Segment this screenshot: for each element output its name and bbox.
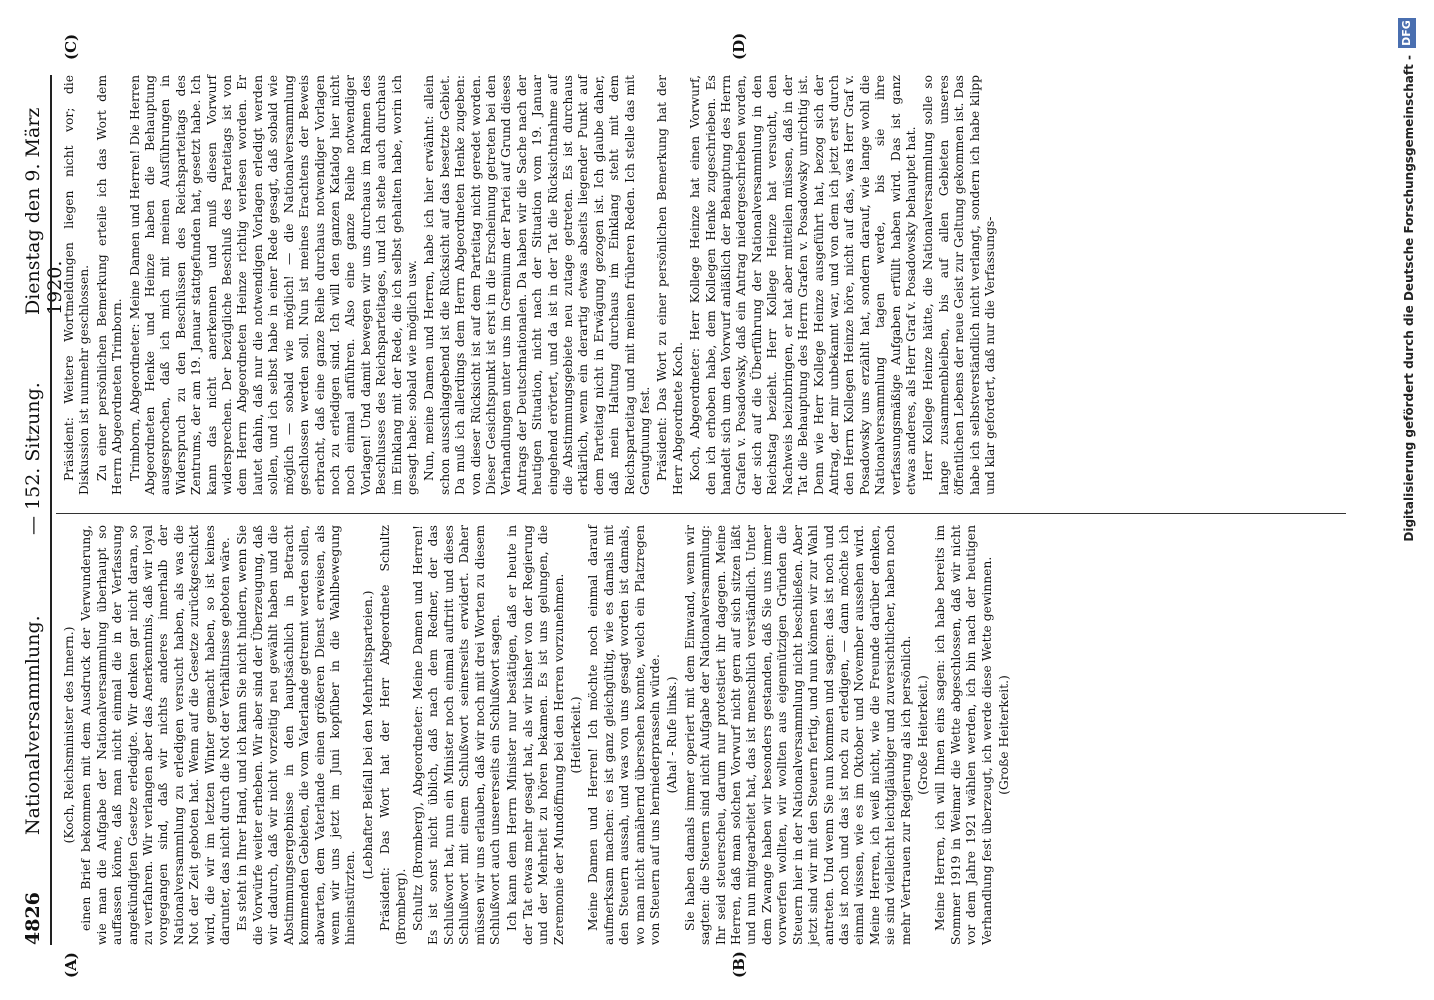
header-session: — 152. Sitzung. (22, 382, 44, 535)
text-column-left (62, 525, 1014, 945)
paragraph: Meine Damen und Herren! Ich möchte noch einmal darauf aufmerksam machen: es ist ganz gleichgültig, wie es damals mit den Steuern aussah, und was von uns gesagt worden ist damals, wo man nicht annähernd übersehen konnte, welch ein Platzregen von Steuern auf uns herniederprasseln würde. (586, 525, 663, 945)
paragraph: Es steht in Ihrer Hand, und ich kann Sie nicht hindern, wenn Sie die Vorwürfe weiter erheben. Wir aber sind der Überzeugung, daß wir dadurch, daß wir nicht vorzeitig neu gewählt haben und die Abstimmungsergebnisse in den hauptsächlich in Betracht kommenden Gebieten, die vom Vaterlande getrennt werden sollen, abwarten, dem Vaterlande einen größeren Dienst erweisen, als wenn wir uns jetzt im Juni kopfüber in die Wahlbewegung hineinstürzten. (235, 525, 358, 945)
paragraph: (Aha! - Rufe links.) (665, 676, 680, 794)
header-title: Nationalversammlung. (22, 615, 44, 835)
paragraph: einen Brief bekommen mit dem Ausdruck der Verwunderung, wie man die Aufgabe der Nationalversammlung überhaupt so auffassen könne, daß man nicht einmal die in der Verfassung angekündigten Gesetze erledigte. Wir denken gar nicht daran, so zu verfahren. Wir verlangen aber das Anerkenntnis, daß wir loyal vorgegangen sind, daß wir nichts anderes innerhalb der Nationalversammlung zu erledigen versucht haben, als was die Not der Zeit geboten hat. Wenn auf die Gesetze zurückgeschickt wird, die wir im letzten Winter gemacht haben, so ist keines darunter, das nicht durch die Not der Verhältnisse geboten wäre. (79, 525, 233, 945)
paragraph: Nun, meine Damen und Herren, habe ich hier erwähnt: allein schon ausschlaggebend ist die Rücksicht auf das besetzte Gebiet. Da muß ich allerdings dem Herrn Abgeordneten Henke zugeben: von dieser Rücksicht ist auf dem Parteitag nicht geredet worden. Dieser Gesichtspunkt ist erst in die Erscheinung getreten bei den Verhandlungen unter uns im Gremium der Partei auf Grund dieses Antrags der Deutschnationalen. Da haben wir die Sache nach der heutigen Situation, nicht nach der Situation vom 19. Januar eingehend erörtert, und da ist in der Tat die Rücksichtnahme auf die Abstimmungsgebiete neu zutage getreten. Es ist durchaus erklärlich, wenn ein derartig etwas abseits liegender Punkt auf dem Parteitag nicht in Erwägung gezogen ist. Ich glaube daher, daß mein Haltung durchaus im Einklang steht mit dem Reichsparteitag und mit meinen früheren Reden. Ich stelle das mit Genugtuung fest. (422, 75, 653, 495)
paragraph: (Große Heiterkeit.) (996, 675, 1011, 795)
paragraph: Ich kann dem Herrn Minister nur bestätigen, daß er heute in der Tat etwas mehr gesagt hat, als wir bisher von der Regierung und der Mehrheit zu hören bekamen. Es ist uns gelungen, die Zeremonie der Mundöffnung bei den Herren vorzunehmen. (505, 525, 566, 945)
margin-marker-b: (B) (730, 951, 748, 978)
digitization-credit (1388, 10, 1424, 990)
header-rule (50, 75, 52, 945)
paragraph: Meine Herren, ich will Ihnen eins sagen: ich habe bereits im Sommer 1919 in Weimar die Wette abgeschlossen, daß wir nicht vor dem Jahre 1921 wählen werden, ich bin nach der heutigen Verhandlung fest überzeugt, ich werde diese Wette gewinnen. (933, 525, 994, 945)
column-divider (56, 513, 1346, 514)
page-number: 4826 (22, 892, 44, 945)
running-header (12, 75, 66, 945)
paragraph: (Heiterkeit.) (569, 696, 583, 774)
paragraph: Präsident: Das Wort hat der Herr Abgeordnete Schultz (Bromberg). (378, 525, 408, 945)
paragraph: Zu einer persönlichen Bemerkung erteile ich das Wort dem Herrn Abgeordneten Trimborn. (94, 75, 125, 495)
margin-marker-d: (D) (730, 32, 748, 60)
paragraph: Schultz (Bromberg), Abgeordneter: Meine Damen und Herren! Es ist sonst nicht üblich, daß nach dem Redner, der das Schlußwort hat, nun ein Minister noch einmal auftritt und dieses Schlußwort mit einem Schlußwort seinerseits erwidert. Daher müssen wir uns erlauben, daß wir noch mit drei Worten zu diesem Schlußwort auch unsererseits ein Schlußwort sagen. (410, 525, 502, 945)
paragraph: Trimborn, Abgeordneter: Meine Damen und Herren! Die Herren Abgeordneten Henke und Heinze haben die Behauptung ausgesprochen, daß ich mich mit meinen Ausführungen in Widerspruch zu den Beschlüssen des Reichsparteitags des Zentrums, der am 19. Januar stattgefunden hat, gesetzt habe. Ich kann das nicht anerkennen und muß diesen Vorwurf widersprechen. Der bezügliche Beschluß des Parteitags ist von dem Herrn Abgeordneten Heinze richtig verlesen worden. Er lautet dahin, daß nur die notwendigen Vorlagen erledigt werden sollen, und ich selbst habe in einer Rede gesagt, daß sobald wie möglich — sobald wie möglich! — die Nationalversammlung geschlossen werden soll. Nun ist meines Erachtens der Beweis erbracht, daß eine ganze Reihe durchaus notwendiger Vorlagen noch zu erledigen sind. Ich will den ganzen Katalog hier nicht noch einmal anführen. Also eine ganze Reihe notwendiger Vorlagen! Und damit bewegen wir uns durchaus im Rahmen des Beschlusses des Reichsparteitages, und ich stehe auch durchaus im Einklang mit der Rede, die ich selbst gehalten habe, worin ich gesagt habe: sobald wie möglich usw. (127, 75, 419, 495)
credit-text: Digitalisierung gefördert durch die Deutsche Forschungsgemeinschaft - (1402, 55, 1416, 542)
paragraph: (Lebhafter Beifall bei den Mehrheitsparteien.) (360, 590, 375, 880)
paragraph: Herr Kollege Heinze hätte, die Nationalversammlung solle so lange zusammenbleiben, bis auf allen Gebieten unseres öffentlichen Lebens der neue Geist zur Geltung gekommen ist. Das habe ich selbstverständlich nicht verlangt, sondern ich habe klipp und klar gefordert, daß nur die Verfassungs- (921, 75, 997, 495)
text-column-right (62, 75, 1000, 495)
margin-marker-a: (A) (62, 952, 80, 978)
paragraph: (Koch, Reichsminister des Innern.) (62, 626, 76, 844)
dfg-logo: DFG (1398, 18, 1416, 48)
margin-marker-c: (C) (62, 33, 80, 60)
paragraph: Koch, Abgeordneter: Herr Kollege Heinze hat einen Vorwurf, den ich erhoben habe, dem Kollegen Henke zugeschrieben. Es handelt sich um den Vorwurf anläßlich der Behauptung des Herrn Grafen v. Posadowsky, daß ein Antrag niedergeschrieben worden, der sich auf die Überführung der Nationalversammlung in den Reichstag bezieht. Herr Kollege Heinze hat versucht, den Nachweis beizubringen, er hat aber mitteilen müssen, daß in der Tat die Behauptung des Herrn Grafen v. Posadowsky unrichtig ist. Denn wie Herr Kollege Heinze ausgeführt hat, bezog sich der Antrag, der mir unbekannt war, und von dem ich jetzt erst durch den Herrn Kollegen Heinze höre, nicht auf das, was Herr Graf v. Posadowsky uns erzählt hat, sondern darauf, wie lange wohl die Nationalversammlung tagen werde, bis sie ihre verfassungsmäßige Aufgaben erfüllt haben wird. Das ist ganz etwas anderes, als Herr Graf v. Posadowsky behauptet hat. (688, 75, 918, 495)
header-date: Dienstag den 9. März 1920. (22, 107, 66, 315)
paragraph: (Große Heiterkeit.) (915, 675, 930, 795)
paragraph: Präsident: Weitere Wortmeldungen liegen nicht vor; die Diskussion ist nunmehr geschlossen. (62, 75, 92, 495)
paragraph: Präsident: Das Wort zu einer persönlichen Bemerkung hat der Herr Abgeordnete Koch. (655, 75, 685, 495)
paragraph: Sie haben damals immer operiert mit dem Einwand, wenn wir sagten: die Steuern sind nicht Aufgabe der Nationalversammlung: Ihr seid steuerscheu, darum nur protestiert ihr dagegen. Meine Herren, daß man solchen Vorwurf nicht gern auf sich sitzen läßt und nun mitgearbeitet hat, das ist menschlich verständlich. Unter dem Zwange haben wir besonders gestanden, daß Sie uns immer vorwerfen wollten, wir wollten aus eigennützigen Gründen die Steuern hier in der Nationalversammlung nicht beschließen. Aber jetzt sind wir mit den Steuern fertig, und nun können wir zur Wahl antreten. Und wenn Sie nun kommen und sagen: das ist noch und das ist noch und das ist noch zu erledigen, — dann möchte ich einmal wissen, wie es im Oktober und November aussehen wird. Meine Herren, ich weiß nicht, wie die Freunde darüber denken, sie sind vielleicht leichtgläubiger und zuversichtlicher, haben noch mehr Vertrauen zur Regierung als ich persönlich. (682, 525, 913, 945)
